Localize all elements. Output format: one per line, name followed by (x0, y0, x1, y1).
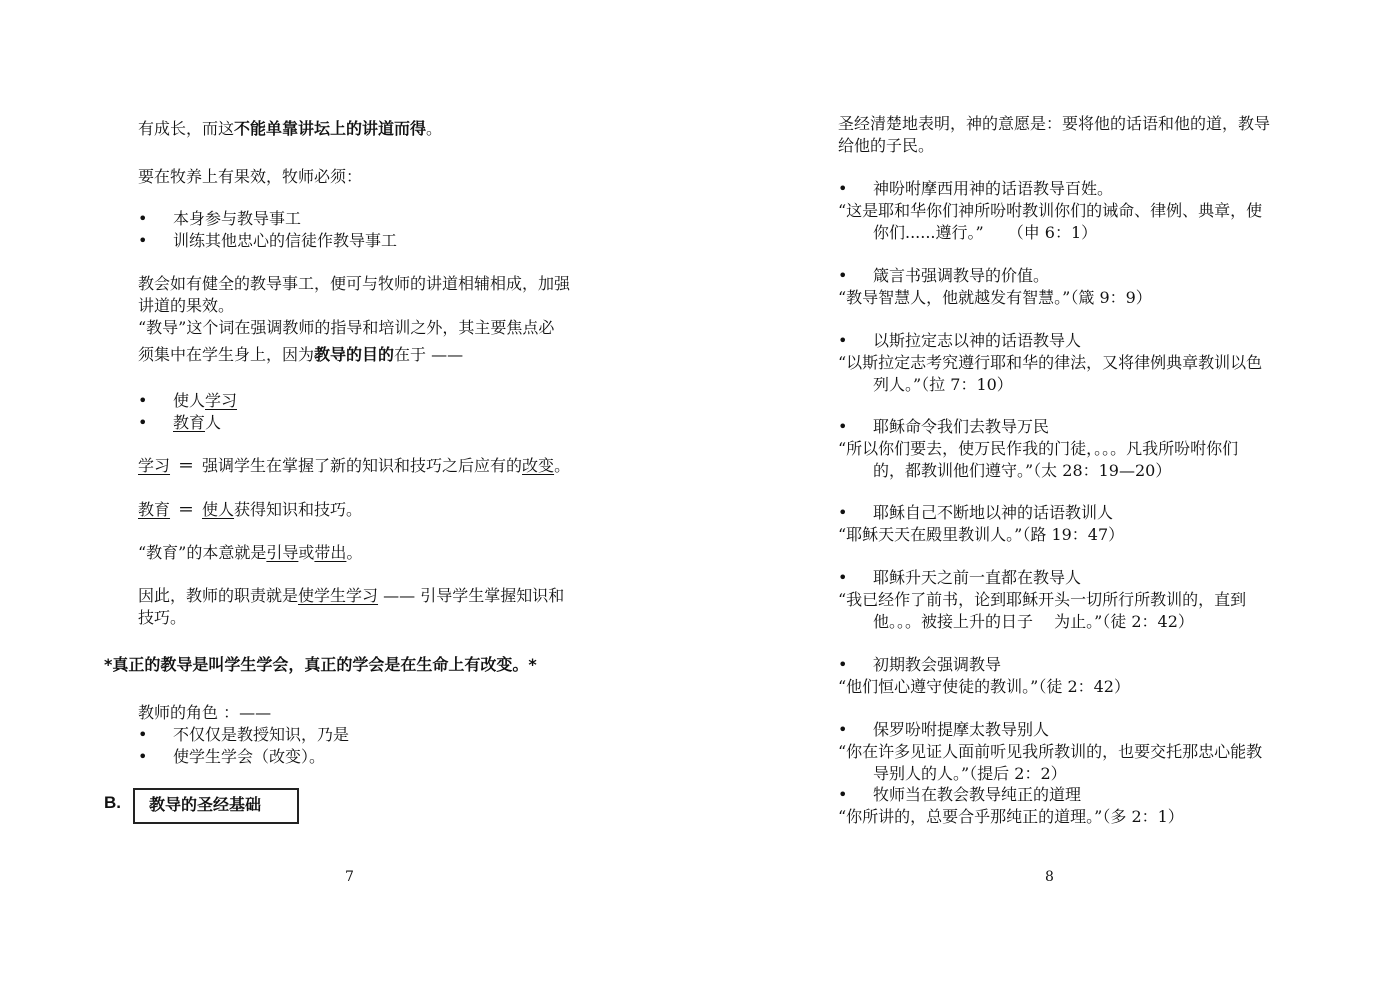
scripture-heading: 保罗吩咐提摩太教导别人 (873, 720, 1050, 739)
scripture-quote: “我已经作了前书，论到耶稣开头一切所行所教训的，直到 (838, 590, 1247, 609)
bullet-icon: • (838, 655, 848, 674)
scripture-quote-cont: 导别人的人。”（提后 2：2） (873, 764, 1067, 783)
text: 。 (426, 119, 443, 138)
underlined-text: 带出 (314, 543, 347, 562)
origin-line (138, 542, 362, 564)
scripture-heading: 神吩咐摩西用神的话语教导百姓。 (873, 179, 1114, 198)
underlined-text: 使学生学习 (298, 586, 379, 605)
underlined-text: 学习 (205, 391, 238, 410)
bullet-icon: • (138, 231, 148, 250)
bullet-icon: • (138, 725, 148, 744)
paragraph-line: 教会如有健全的教导事工，便可与牧师的讲道相辅相成，加强 (138, 274, 571, 293)
definition-education (138, 499, 362, 521)
bullet-icon: • (838, 720, 848, 739)
bullet-icon: • (138, 747, 148, 766)
text: —— 引导学生掌握知识和 (378, 586, 565, 605)
scripture-quote: “耶稣天天在殿里教训人。”（路 19：47） (838, 525, 1125, 544)
list-item: 训练其他忠心的信徒作教导事工 (173, 231, 398, 250)
underlined-text: 教育 (173, 413, 206, 432)
text: 或 (298, 543, 315, 562)
text: “教育”的本意就是 (138, 543, 267, 562)
section-title: 教导的圣经基础 (133, 788, 299, 824)
scripture-heading: 箴言书强调教导的价值。 (873, 266, 1050, 285)
text: 在于 —— (394, 345, 464, 364)
scripture-quote: “以斯拉定志考究遵行耶和华的律法，又将律例典章教训以色 (838, 353, 1263, 372)
text: 。 (554, 456, 571, 475)
equals-sign: ＝ (178, 500, 195, 519)
text: 。 (346, 543, 363, 562)
list-item: 不仅仅是教授知识，乃是 (173, 725, 350, 744)
scripture-quote: “这是耶和华你们神所吩咐教训你们的诫命、律例、典章，使 (838, 201, 1263, 220)
scripture-quote: “你所讲的，总要合乎那纯正的道理。”（多 2：1） (838, 807, 1184, 826)
text: 强调学生在掌握了新的知识和技巧之后应有的 (202, 456, 523, 475)
scripture-heading: 耶稣自己不断地以神的话语教训人 (873, 503, 1114, 522)
scripture-heading: 耶稣命令我们去教导万民 (873, 417, 1050, 436)
page-number: 8 (1045, 869, 1054, 885)
bullet-icon: • (838, 503, 848, 522)
scripture-heading: 牧师当在教会教导纯正的道理 (873, 785, 1082, 804)
scripture-heading: 初期教会强调教导 (873, 655, 1002, 674)
scripture-quote-cont: 的，都教训他们遵守。”（太 28：19—20） (873, 461, 1172, 480)
bullet-icon: • (838, 785, 848, 804)
scripture-quote-cont: 你们......遵行。” （申 6：1） (873, 223, 1098, 242)
scripture-quote: “教导智慧人，他就越发有智慧。”（箴 9：9） (838, 288, 1152, 307)
scripture-quote: “你在许多见证人面前听见我所教训的，也要交托那忠心能教 (838, 742, 1263, 761)
bullet-icon: • (838, 568, 848, 587)
bullet-icon: • (838, 266, 848, 285)
bullet-icon: • (138, 391, 148, 410)
paragraph-line: “教导”这个词在强调教师的指导和培训之外，其主要焦点必 (138, 318, 555, 337)
underlined-text: 使人 (202, 500, 235, 519)
scripture-quote: “他们恒心遵守使徒的教训。”（徒 2：42） (838, 677, 1130, 696)
scripture-quote: “所以你们要去，使万民作我的门徒，。。。凡我所吩咐你们 (838, 439, 1239, 458)
page-number: 7 (345, 869, 354, 885)
bullet-icon: • (838, 331, 848, 350)
list-item (173, 412, 221, 434)
underlined-text: 改变 (522, 456, 555, 475)
scripture-quote-cont: 列人。”（拉 7：10） (873, 375, 1013, 394)
intro-text: 要在牧养上有果效，牧师必须： (138, 167, 363, 186)
term: 教育 (138, 500, 171, 519)
text: 获得知识和技巧。 (234, 500, 363, 519)
duty-line (138, 585, 564, 607)
intro-line: 给他的子民。 (838, 136, 935, 155)
list-item (173, 390, 237, 412)
text: 有成长，而这 (138, 119, 235, 138)
section-letter: B. (104, 793, 121, 812)
underlined-text: 引导 (266, 543, 299, 562)
scripture-heading: 耶稣升天之前一直都在教导人 (873, 568, 1082, 587)
motto: *真正的教导是叫学生学会，真正的学会是在生命上有改变。* (104, 655, 537, 674)
definition-learning (138, 455, 570, 477)
emphasis-text: 不能单靠讲坛上的讲道而得 (234, 119, 427, 138)
text: 人 (205, 413, 222, 432)
emphasis-text: 教导的目的 (314, 345, 395, 364)
text: 使人 (173, 391, 206, 410)
bullet-icon: • (838, 179, 848, 198)
list-item: 本身参与教导事工 (173, 209, 302, 228)
paragraph-line: 讲道的果效。 (138, 296, 235, 315)
bullet-icon: • (138, 209, 148, 228)
text: 须集中在学生身上，因为 (138, 345, 315, 364)
bullet-icon: • (138, 413, 148, 432)
text: 因此，教师的职责就是 (138, 586, 299, 605)
duty-line: 技巧。 (138, 608, 187, 627)
bullet-icon: • (838, 417, 848, 436)
scripture-heading: 以斯拉定志以神的话语教导人 (873, 331, 1082, 350)
continuation-line (138, 118, 442, 140)
right-page (700, 0, 1400, 989)
equals-sign: ＝ (178, 456, 195, 475)
paragraph-line (138, 344, 463, 366)
scripture-quote-cont: 他。。。被接上升的日子 为止。”（徒 2：42） (873, 612, 1194, 631)
list-item: 使学生学会（改变）。 (173, 747, 326, 766)
intro-line: 圣经清楚地表明，神的意愿是：要将他的话语和他的道，教导 (838, 114, 1271, 133)
role-title: 教师的角色 ：—— (138, 703, 272, 722)
term: 学习 (138, 456, 171, 475)
